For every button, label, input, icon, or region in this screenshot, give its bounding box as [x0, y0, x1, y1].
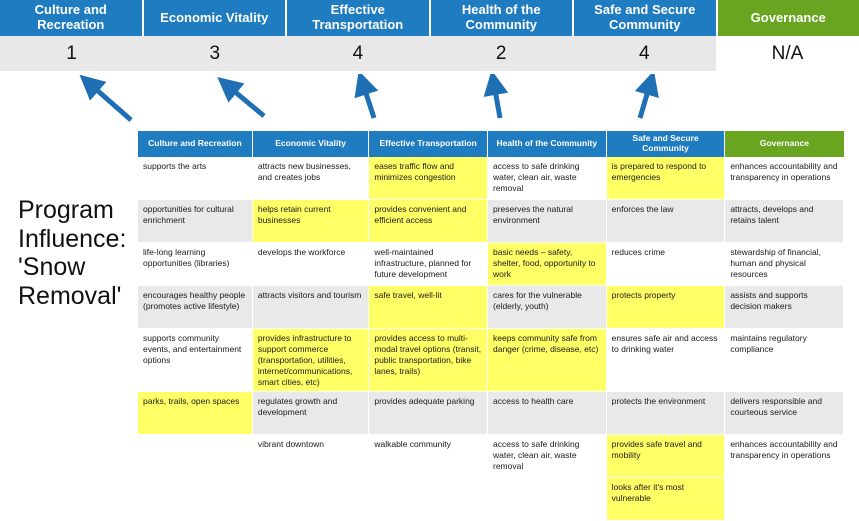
matrix-cell: regulates growth and development: [252, 392, 369, 435]
matrix-cell: provides adequate parking: [369, 392, 488, 435]
table-row: [138, 243, 844, 286]
header-governance: Governance: [718, 0, 859, 36]
influence-matrix-table: [138, 131, 844, 521]
matrix-cell: maintains regulatory compliance: [725, 329, 844, 392]
score-safe-and-secure-community: 4: [573, 36, 716, 71]
matrix-cell: provides access to multi-modal travel options (transit, public transportation, bike lanes, trails): [369, 329, 488, 392]
matrix-cell: attracts visitors and tourism: [252, 286, 369, 329]
score-effective-transportation: 4: [286, 36, 429, 71]
score-health-of-the-community: 2: [430, 36, 573, 71]
matrix-cell: supports community events, and entertainment options: [138, 329, 252, 392]
matrix-cell: supports the arts: [138, 157, 252, 200]
table-row: [138, 286, 844, 329]
score-economic-vitality: 3: [143, 36, 286, 71]
arrow-3: [363, 84, 374, 118]
scorecard-header-band: [0, 0, 859, 36]
score-band: [0, 36, 859, 74]
header-safe-and-secure-community: Safe and Secure Community: [574, 0, 718, 36]
table-row: [138, 478, 844, 521]
matrix-cell: protects property: [606, 286, 725, 329]
matrix-cell: access to safe drinking water, clean air, waste removal: [488, 435, 607, 478]
matrix-cell: access to health care: [488, 392, 607, 435]
header-culture-and-recreation: Culture and Recreation: [0, 0, 144, 36]
header-economic-vitality: Economic Vitality: [144, 0, 288, 36]
matrix-cell: [138, 478, 252, 521]
matrix-cell: reduces crime: [606, 243, 725, 286]
matrix-cell: [252, 478, 369, 521]
matrix-header-health-of-the-community: Health of the Community: [488, 131, 607, 157]
arrow-layer: [0, 74, 859, 132]
matrix-cell: ensures safe air and access to drinking water: [606, 329, 725, 392]
matrix-cell: [369, 478, 488, 521]
matrix-cell: assists and supports decision makers: [725, 286, 844, 329]
arrow-4: [494, 84, 500, 118]
matrix-cell: encourages healthy people (promotes active lifestyle): [138, 286, 252, 329]
arrow-5: [640, 84, 650, 118]
matrix-cell: access to safe drinking water, clean air, waste removal: [488, 157, 607, 200]
matrix-cell: [725, 478, 844, 521]
table-row: [138, 200, 844, 243]
matrix-cell: opportunities for cultural enrichment: [138, 200, 252, 243]
matrix-cell: [488, 478, 607, 521]
matrix-cell: parks, trails, open spaces: [138, 392, 252, 435]
matrix-cell: life-long learning opportunities (libraries): [138, 243, 252, 286]
matrix-cell: protects the environment: [606, 392, 725, 435]
header-health-of-the-community: Health of the Community: [431, 0, 575, 36]
matrix-cell: attracts, develops and retains talent: [725, 200, 844, 243]
matrix-header-governance: Governance: [725, 131, 844, 157]
matrix-cell: attracts new businesses, and creates jobs: [252, 157, 369, 200]
score-culture-and-recreation: 1: [0, 36, 143, 71]
matrix-cell: safe travel, well-lit: [369, 286, 488, 329]
matrix-cell: helps retain current businesses: [252, 200, 369, 243]
matrix-cell: eases traffic flow and minimizes congestion: [369, 157, 488, 200]
matrix-cell: enhances accountability and transparency in operations: [725, 157, 844, 200]
matrix-cell: enhances accountability and transparency in operations: [725, 435, 844, 478]
matrix-cell: provides infrastructure to support commerce (transportation, utilities, internet/communications, smart cities, etc): [252, 329, 369, 392]
matrix-cell: delivers responsible and courteous service: [725, 392, 844, 435]
table-row: [138, 329, 844, 392]
matrix-cell: walkable community: [369, 435, 488, 478]
matrix-header-economic-vitality: Economic Vitality: [252, 131, 369, 157]
arrow-2: [228, 86, 264, 116]
matrix-cell: provides convenient and efficient access: [369, 200, 488, 243]
matrix-cell: [138, 435, 252, 478]
matrix-cell: develops the workforce: [252, 243, 369, 286]
table-row: [138, 392, 844, 435]
matrix-cell: basic needs – safety, shelter, food, opportunity to work: [488, 243, 607, 286]
matrix-header-effective-transportation: Effective Transportation: [369, 131, 488, 157]
matrix-header-culture-and-recreation: Culture and Recreation: [138, 131, 252, 157]
matrix-header-row: [138, 131, 844, 157]
matrix-cell: stewardship of financial, human and physical resources: [725, 243, 844, 286]
matrix-cell: keeps community safe from danger (crime, disease, etc): [488, 329, 607, 392]
table-row: [138, 435, 844, 478]
matrix-cell: well-maintained infrastructure, planned for future development: [369, 243, 488, 286]
matrix-cell: vibrant downtown: [252, 435, 369, 478]
matrix-header-safe-and-secure-community: Safe and Secure Community: [606, 131, 725, 157]
matrix-cell: is prepared to respond to emergencies: [606, 157, 725, 200]
matrix-cell: enforces the law: [606, 200, 725, 243]
table-row: [138, 157, 844, 200]
matrix-cell: preserves the natural environment: [488, 200, 607, 243]
program-influence-caption: Program Influence: 'Snow Removal': [18, 196, 133, 310]
score-governance: N/A: [716, 36, 859, 71]
matrix-cell: cares for the vulnerable (elderly, youth): [488, 286, 607, 329]
matrix-cell: looks after it's most vulnerable: [606, 478, 725, 521]
matrix-cell: provides safe travel and mobility: [606, 435, 725, 478]
arrow-1: [90, 84, 131, 120]
header-effective-transportation: Effective Transportation: [287, 0, 431, 36]
